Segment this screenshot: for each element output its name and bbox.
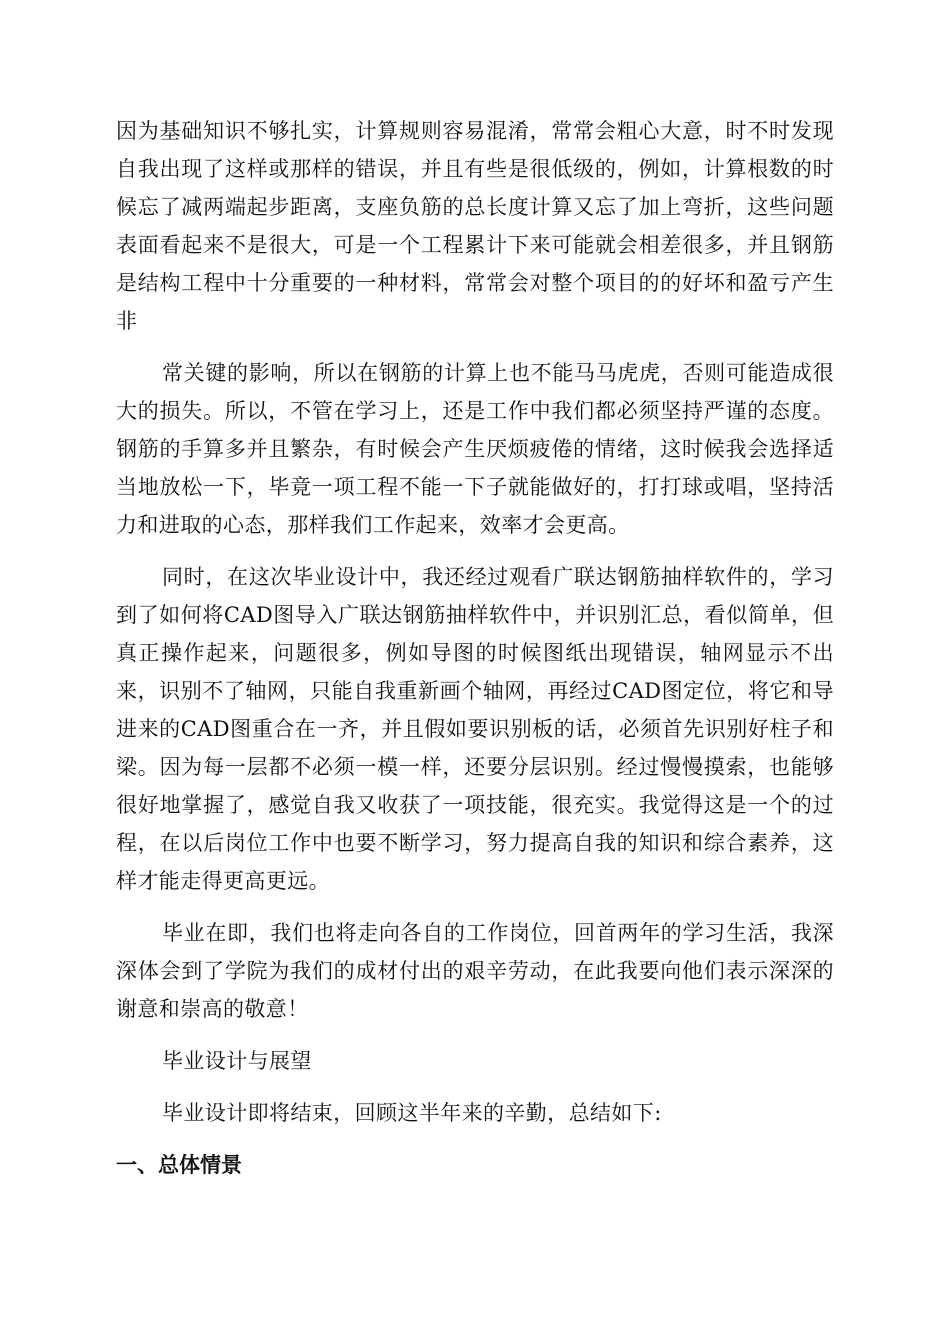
paragraph-3: 同时，在这次毕业设计中，我还经过观看广联达钢筋抽样软件的，学习到了如何将CAD图导入广联达钢筋抽样软件中，并识别汇总，看似简单，但真正操作起来，问题很多，例如导图的时候图纸出现错误，轴网显示不出来，识别不了轴网，只能自我重新画个轴网，再经过CAD图定位，将它和导进来的CAD图重合在一齐，并且假如要识别板的话，必须首先识别好柱子和梁。因为每一层都不必须一模一样，还要分层识别。经过慢慢摸索，也能够很好地掌握了，感觉自我又收获了一项技能，很充实。我觉得这是一个的过程，在以后岗位工作中也要不断学习，努力提高自我的知识和综合素养，这样才能走得更高更远。 [116, 565, 834, 893]
section-heading: 一、总体情景 [116, 1153, 242, 1177]
document-body [116, 112, 834, 1184]
paragraph-6: 毕业设计即将结束，回顾这半年来的辛勤，总结如下: [162, 1101, 662, 1125]
paragraph-5: 毕业设计与展望 [162, 1049, 312, 1073]
paragraph-4: 毕业在即，我们也将走向各自的工作岗位，回首两年的学习生活，我深深体会到了学院为我们的成材付出的艰辛劳动，在此我要向他们表示深深的谢意和崇高的敬意！ [116, 921, 834, 1021]
paragraph-1: 因为基础知识不够扎实，计算规则容易混淆，常常会粗心大意，时不时发现自我出现了这样或那样的错误，并且有些是很低级的，例如，计算根数的时候忘了减两端起步距离，支座负筋的总长度计算又忘了加上弯折，这些问题表面看起来不是很大，可是一个工程累计下来可能就会相差很多，并且钢筋是结构工程中十分重要的一种材料，常常会对整个项目的的好坏和盈亏产生非 [116, 119, 834, 333]
paragraph-2: 常关键的影响，所以在钢筋的计算上也不能马马虎虎，否则可能造成很大的损失。所以，不管在学习上，还是工作中我们都必须坚持严谨的态度。钢筋的手算多并且繁杂，有时候会产生厌烦疲倦的情绪，这时候我会选择适当地放松一下，毕竟一项工程不能一下子就能做好的，打打球或唱，坚持活力和进取的心态，那样我们工作起来，效率才会更高。 [116, 361, 834, 537]
